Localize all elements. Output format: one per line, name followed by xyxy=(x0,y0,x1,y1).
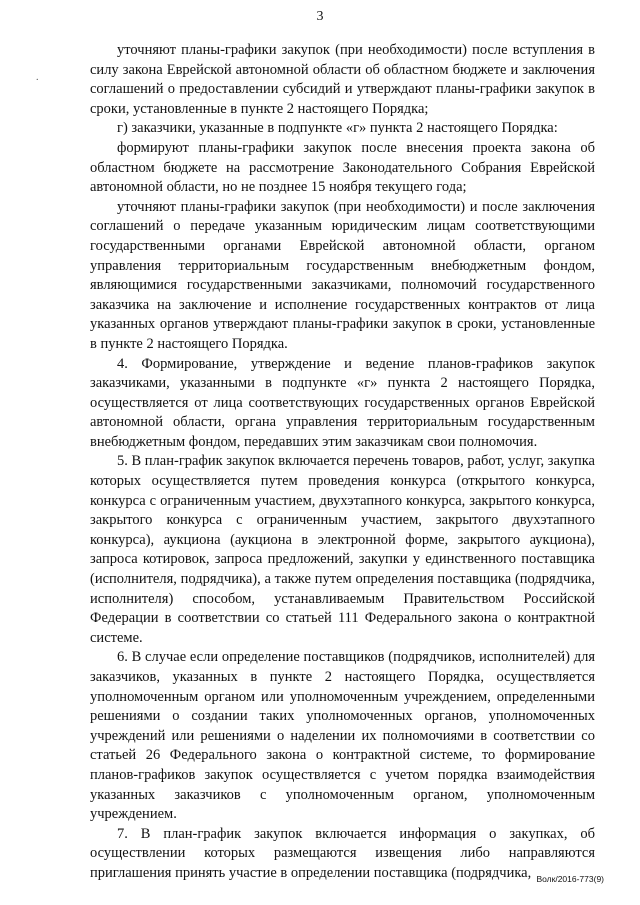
document-code: Волк/2016-773(9) xyxy=(536,874,604,884)
paragraph-3: формируют планы-графики закупок после внесения проекта закона об областном бюджете на рассмотрение Законодательного Собрания Еврейской автономной области, но не позднее 15 ноября текущего года; xyxy=(90,139,595,196)
paragraph-6: 5. В план-график закупок включается перечень товаров, работ, услуг, закупка которых осуществляется путем проведения конкурса (открытого конкурса, конкурса с ограниченным участием, двухэтапного конкурса, закрытого конкурса, закрытого конкурса с ограниченным участием, закрытого двухэтапного конкурса), аукциона (аукциона в электронной форме, закрытого аукциона), запроса котировок, запроса предложений, закупки у единственного поставщика (исполнителя, подрядчика), а также путем определения поставщика (подрядчика, исполнителя) способом, устанавливаемым Правительством Российской Федерации в соответствии со статьей 111 Федерального закона о контрактной системе. xyxy=(90,453,595,646)
page-number: 3 xyxy=(316,9,324,24)
paragraph-2: г) заказчики, указанные в подпункте «г» пункта 2 настоящего Порядка: xyxy=(117,120,558,137)
paragraph-4: уточняют планы-графики закупок (при необходимости) и после заключения соглашений о передаче указанным юридическим лицам соответствующими государственными органами Еврейской автономной области, органом управления территориальным государственным внебюджетным фондом, являющимися государственными заказчиками, полномочий государственного заказчика на заключение и исполнение государственных контрактов от лица указанных органов утверждают планы-графики закупок в сроки, установленные в пункте 2 настоящего Порядка. xyxy=(90,198,595,352)
paragraph-5: 4. Формирование, утверждение и ведение планов-графиков закупок заказчиками, указанными в подпункте «г» пункта 2 настоящего Порядка, осуществляется от лица соответствующих государственных органов Еврейской автономной области, органа управления территориальным государственным внебюджетным фондом, передавших этим заказчикам свои полномочия. xyxy=(90,355,595,450)
document-body xyxy=(90,41,595,884)
paragraph-7: 6. В случае если определение поставщиков (подрядчиков, исполнителей) для заказчиков, указанных в пункте 2 настоящего Порядка, осуществляется уполномоченным органом или уполномоченным учреждением, определенными решениями о создании таких уполномоченных органов, уполномоченных учреждений или решениями о наделении их полномочиями в соответствии со статьей 26 Федерального закона о контрактной системе, то формирование планов-графиков закупок осуществляется с учетом порядка взаимодействия указанных заказчиков с уполномоченным органом, уполномоченным учреждением. xyxy=(90,649,595,823)
paragraph-8: 7. В план-график закупок включается информация о закупках, об осуществлении которых размещаются извещения либо направляются приглашения принять участие в определении поставщика (подрядчика, xyxy=(90,825,595,881)
paragraph-1: уточняют планы-графики закупок (при необходимости) после вступления в силу закона Еврейской автономной области об областном бюджете и заключения соглашений о предоставлении субсидий и утверждают планы-графики закупок в сроки, установленные в пункте 2 настоящего Порядка; xyxy=(90,42,595,117)
margin-mark: . xyxy=(36,72,39,83)
